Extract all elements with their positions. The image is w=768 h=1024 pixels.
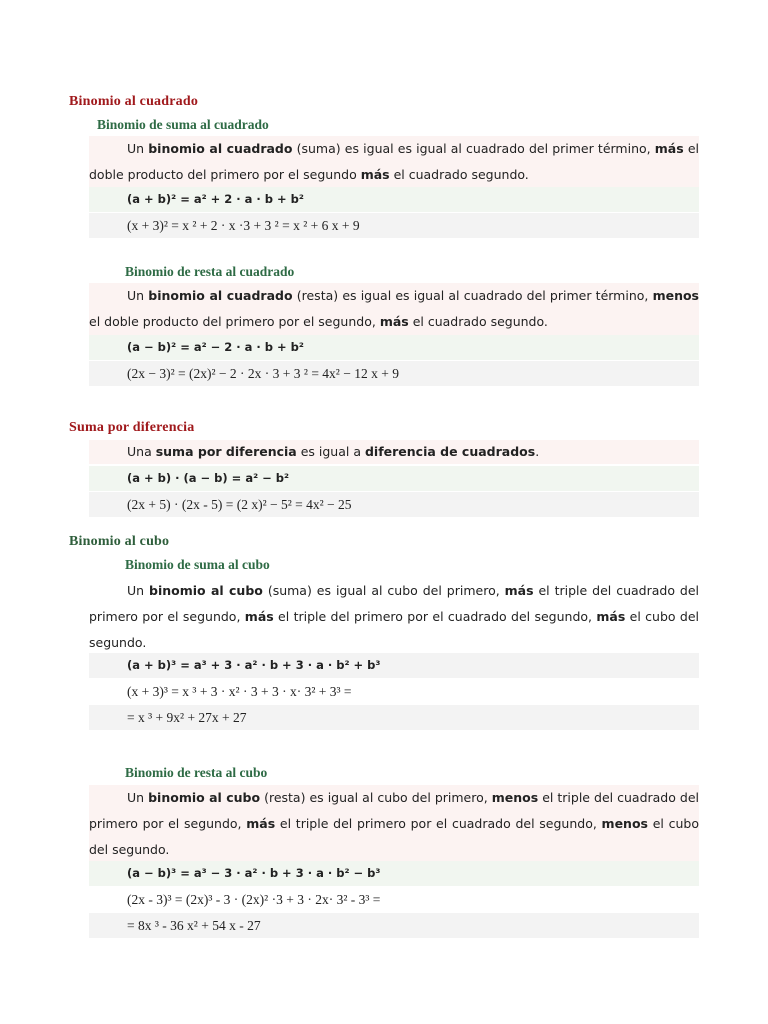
text-run: el cubo del segundo.: [89, 816, 699, 857]
bold-term: más: [379, 314, 409, 329]
heading-binomio-cuadrado: Binomio al cuadrado: [69, 94, 199, 109]
text-run: (resta) es igual al cubo del primero,: [260, 790, 492, 805]
paragraph-suma-diferencia: [89, 440, 699, 464]
bold-term: menos: [491, 790, 539, 805]
text-run: el doble producto del primero por el segundo,: [89, 314, 380, 329]
text-run: el triple del primero por el cuadrado del segundo,: [273, 609, 597, 624]
text-run: Un: [127, 288, 149, 303]
formula-suma-cubo: (a + b)³ = a³ + 3 · a² · b + 3 · a · b² + b³: [89, 653, 699, 678]
text-run: Un: [127, 790, 149, 805]
text-run: (suma) es igual es igual al cuadrado del primer término,: [292, 141, 655, 156]
text-run: el triple del primero por el cuadrado del segundo,: [275, 816, 602, 831]
bold-term: diferencia de cuadrados: [364, 444, 536, 459]
bold-term: más: [360, 167, 390, 182]
example-suma-cubo-line1: (x + 3)³ = x ³ + 3 · x² · 3 + 3 · x· 3² + 3³ =: [89, 679, 699, 704]
text-run: el cuadrado segundo.: [408, 314, 548, 329]
subheading-suma-cubo: Binomio de suma al cubo: [125, 557, 270, 572]
heading-binomio-cubo: Binomio al cubo: [69, 534, 170, 549]
bold-term: más: [244, 609, 274, 624]
example-suma-cuadrado: (x + 3)² = x ² + 2 · x ·3 + 3 ² = x ² + 6 x + 9: [89, 213, 699, 238]
text-run: el cuadrado segundo.: [389, 167, 529, 182]
text-run: Un: [127, 583, 150, 598]
text-run: es igual a: [296, 444, 365, 459]
text-run: (resta) es igual es igual al cuadrado del primer término,: [292, 288, 653, 303]
heading-suma-diferencia: Suma por diferencia: [69, 420, 195, 435]
subheading-resta-cuadrado: Binomio de resta al cuadrado: [125, 264, 295, 279]
text-run: .: [535, 444, 540, 459]
formula-suma-cuadrado: (a + b)² = a² + 2 · a · b + b²: [89, 187, 699, 212]
example-suma-cubo-line2: = x ³ + 9x² + 27x + 27: [89, 705, 699, 730]
bold-term: binomio al cubo: [148, 790, 261, 805]
bold-term: menos: [652, 288, 699, 303]
example-resta-cubo-line2: = 8x ³ - 36 x² + 54 x - 27: [89, 913, 699, 938]
formula-suma-diferencia: (a + b) · (a − b) = a² − b²: [89, 466, 699, 491]
bold-term: binomio al cuadrado: [148, 288, 293, 303]
formula-resta-cuadrado: (a − b)² = a² − 2 · a · b + b²: [89, 335, 699, 360]
paragraph-suma-cuadrado: [89, 136, 699, 188]
subheading-resta-cubo: Binomio de resta al cubo: [125, 765, 268, 780]
paragraph-resta-cuadrado: [89, 283, 699, 335]
text-run: el triple del cuadrado del primero por el segundo,: [89, 583, 700, 624]
example-suma-diferencia: (2x + 5) · (2x - 5) = (2 x)² − 5² = 4x² − 25: [89, 492, 699, 517]
bold-term: suma por diferencia: [155, 444, 297, 459]
bold-term: más: [504, 583, 534, 598]
bold-term: binomio al cuadrado: [148, 141, 293, 156]
text-run: (suma) es igual al cubo del primero,: [262, 583, 505, 598]
text-run: el cubo del segundo.: [89, 609, 700, 650]
text-run: Una: [127, 444, 156, 459]
example-resta-cubo-line1: (2x - 3)³ = (2x)³ - 3 · (2x)² ·3 + 3 · 2x· 3² - 3³ =: [89, 887, 699, 912]
text-run: el triple del cuadrado del primero por el segundo,: [89, 790, 700, 831]
paragraph-resta-cubo: [89, 785, 699, 863]
bold-term: binomio al cubo: [149, 583, 263, 598]
paragraph-suma-cubo: [89, 578, 699, 656]
text-run: el doble producto del primero por el segundo: [89, 141, 700, 182]
example-resta-cuadrado: (2x − 3)² = (2x)² − 2 · 2x · 3 + 3 ² = 4x² − 12 x + 9: [89, 361, 699, 386]
text-run: Un: [127, 141, 149, 156]
bold-term: más: [596, 609, 626, 624]
subheading-suma-cuadrado: Binomio de suma al cuadrado: [97, 117, 269, 132]
formula-resta-cubo: (a − b)³ = a³ − 3 · a² · b + 3 · a · b² − b³: [89, 861, 699, 886]
bold-term: más: [246, 816, 276, 831]
bold-term: menos: [601, 816, 648, 831]
bold-term: más: [654, 141, 684, 156]
